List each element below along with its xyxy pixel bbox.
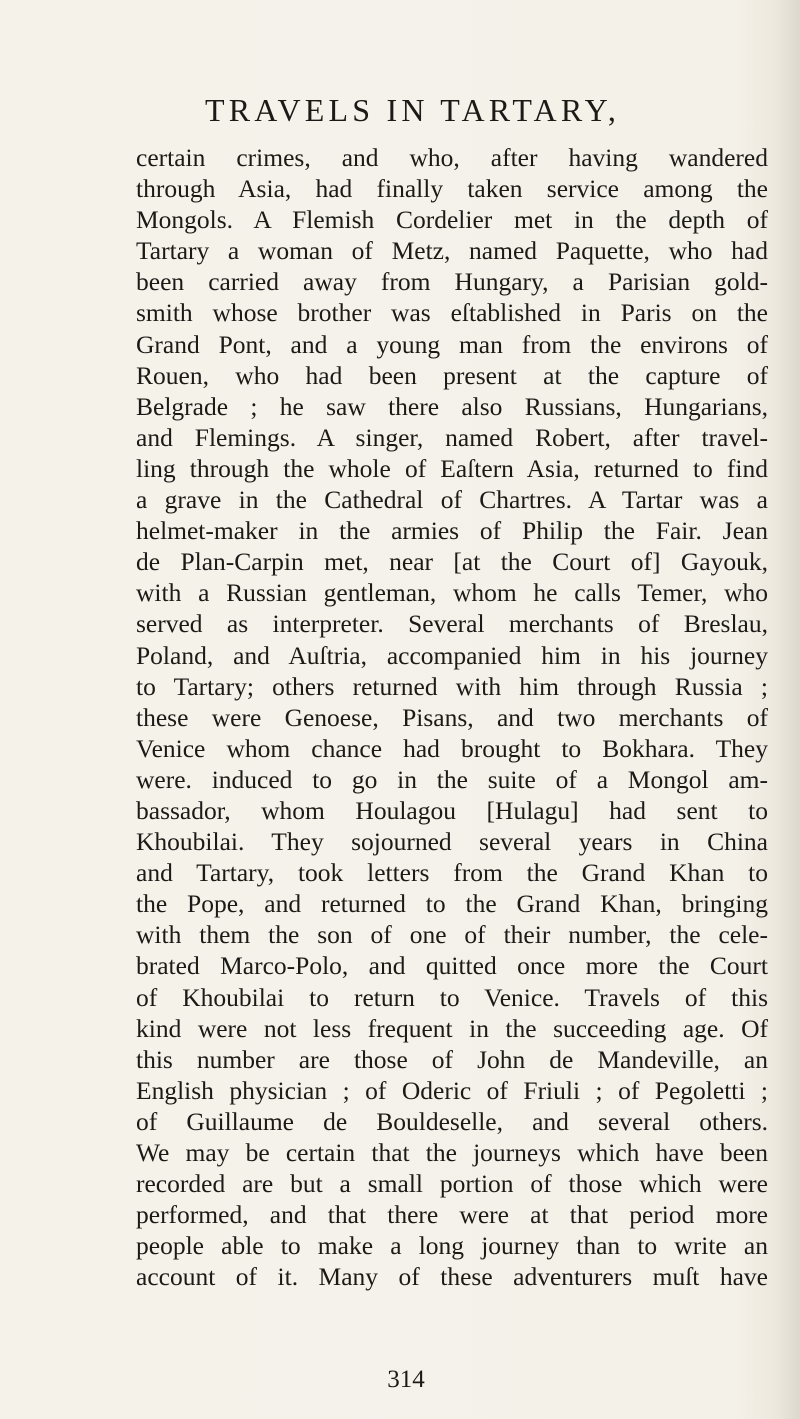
text-line: of Guillaume de Bouldeselle, and several others.	[136, 1106, 768, 1136]
text-line: kind were not less frequent in the succeeding age. Of	[136, 1013, 768, 1043]
text-line: a grave in the Cathedral of Chartres. A Tartar was a	[136, 485, 768, 515]
text-line: the Pope, and returned to the Grand Khan, bringing	[136, 889, 768, 919]
text-line: with a Russian gentleman, whom he calls Temer, who	[136, 578, 768, 608]
page-number	[0, 1365, 800, 1395]
text-line: Belgrade ; he saw there also Russians, Hungarians,	[136, 391, 768, 421]
text-line: ling through the whole of Eaſtern Asia, returned to find	[136, 453, 768, 483]
text-line: smith whose brother was eſtablished in Paris on the	[136, 298, 768, 328]
text-line: Poland, and Auſtria, accompanied him in his journey	[136, 640, 768, 670]
running-head: TRAVELS IN TARTARY,	[205, 92, 621, 128]
text-line: were. induced to go in the suite of a Mongol am-	[136, 764, 768, 794]
body-text	[136, 142, 768, 1292]
text-line: people able to make a long journey than to write an	[136, 1231, 768, 1261]
text-line: certain crimes, and who, after having wandered	[136, 143, 768, 172]
text-line: brated Marco-Polo, and quitted once more the Court	[136, 951, 768, 981]
text-line: to Tartary; others returned with him through Russia ;	[136, 671, 768, 701]
text-line: de Plan-Carpin met, near [at the Court of] Gayouk,	[136, 547, 768, 577]
text-line: Rouen, who had been present at the capture of	[136, 360, 768, 390]
text-line: Tartary a woman of Metz, named Paquette, who had	[136, 236, 768, 266]
text-line: through Asia, had finally taken service among the	[136, 174, 768, 204]
text-line: Khoubilai. They sojourned several years in China	[136, 827, 768, 857]
text-line: bassador, whom Houlagou [Hulagu] had sent to	[136, 795, 768, 825]
text-line: Venice whom chance had brought to Bokhara. They	[136, 733, 768, 763]
text-line: with them the son of one of their number, the cele-	[136, 920, 768, 950]
text-line: been carried away from Hungary, a Parisian gold-	[136, 267, 768, 297]
text-line: account of it. Many of these adventurers muſt have	[136, 1262, 768, 1292]
text-line: performed, and that there were at that period more	[136, 1200, 768, 1230]
text-line: Mongols. A Flemish Cordelier met in the depth of	[136, 205, 768, 235]
text-line: this number are those of John de Mandeville, an	[136, 1044, 768, 1074]
text-line: recorded are but a small portion of those which were	[136, 1169, 768, 1199]
text-line: these were Genoese, Pisans, and two merchants of	[136, 702, 768, 732]
text-line: served as interpreter. Several merchants of Breslau,	[136, 609, 768, 639]
text-line: helmet-maker in the armies of Philip the Fair. Jean	[136, 516, 768, 546]
page-number-text: 314	[387, 1366, 425, 1393]
text-line: and Flemings. A singer, named Robert, after travel-	[136, 422, 768, 452]
text-line: We may be certain that the journeys which have been	[136, 1138, 768, 1167]
text-line: of Khoubilai to return to Venice. Travels of this	[136, 982, 768, 1012]
text-line: and Tartary, took letters from the Grand Khan to	[136, 858, 768, 888]
text-line: Grand Pont, and a young man from the environs of	[136, 329, 768, 359]
text-line: English physician ; of Oderic of Friuli ; of Pegoletti ;	[136, 1075, 768, 1105]
